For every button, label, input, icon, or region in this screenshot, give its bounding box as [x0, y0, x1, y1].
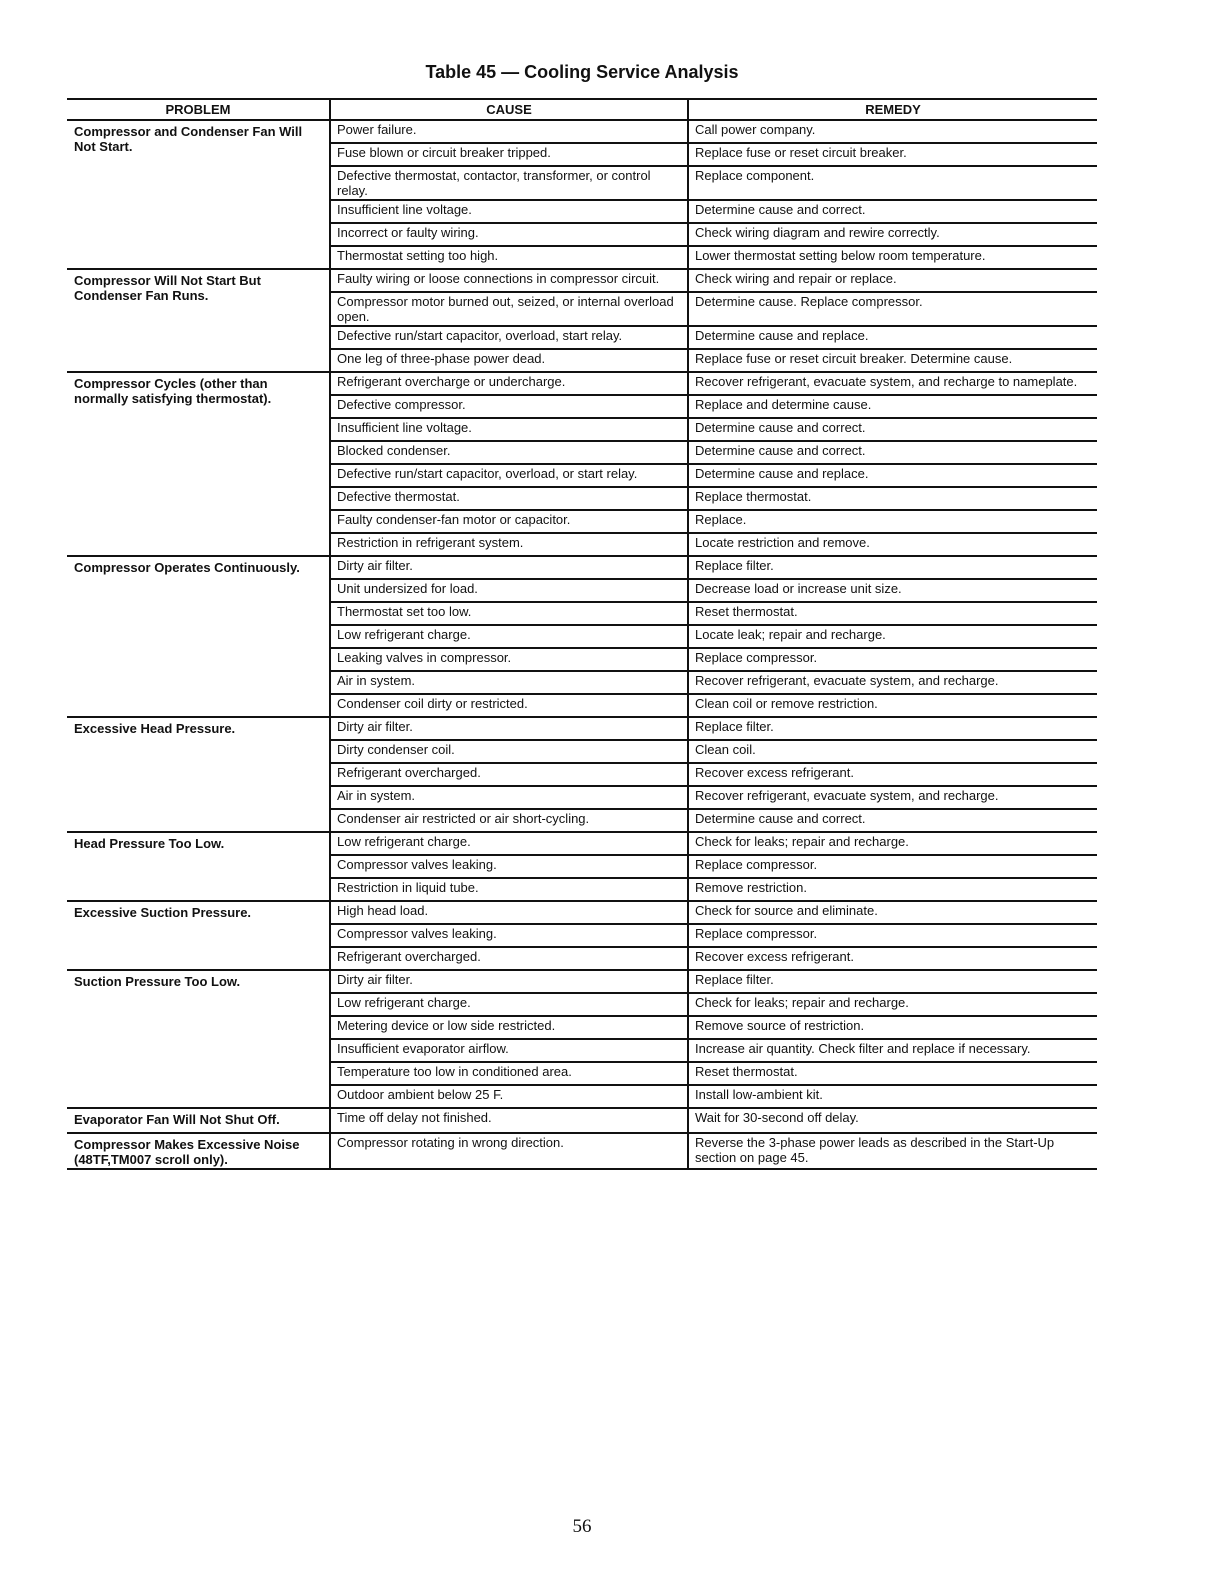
table-row: [67, 372, 1097, 395]
cause-cell: Thermostat set too low.: [330, 602, 688, 625]
cause-cell: Refrigerant overcharge or undercharge.: [330, 372, 688, 395]
table-title: Table 45 — Cooling Service Analysis: [425, 62, 739, 82]
table-row: [67, 970, 1097, 993]
cause-cell: Faulty condenser-fan motor or capacitor.: [330, 510, 688, 533]
remedy-cell: Reset thermostat.: [688, 1062, 1097, 1085]
cause-cell: One leg of three-phase power dead.: [330, 349, 688, 372]
remedy-cell: Replace compressor.: [688, 855, 1097, 878]
cause-cell: Refrigerant overcharged.: [330, 763, 688, 786]
cause-cell: Faulty wiring or loose connections in compressor circuit.: [330, 269, 688, 292]
remedy-cell: Clean coil.: [688, 740, 1097, 763]
cause-cell: Blocked condenser.: [330, 441, 688, 464]
remedy-cell: Call power company.: [688, 120, 1097, 143]
cause-cell: Restriction in liquid tube.: [330, 878, 688, 901]
table-row: [67, 717, 1097, 740]
cause-cell: Leaking valves in compressor.: [330, 648, 688, 671]
remedy-cell: Check for source and eliminate.: [688, 901, 1097, 924]
remedy-cell: Determine cause and correct.: [688, 809, 1097, 832]
remedy-cell: Locate leak; repair and recharge.: [688, 625, 1097, 648]
remedy-cell: Replace filter.: [688, 970, 1097, 993]
remedy-cell: Decrease load or increase unit size.: [688, 579, 1097, 602]
remedy-cell: Replace fuse or reset circuit breaker.: [688, 143, 1097, 166]
remedy-cell: Determine cause and replace.: [688, 464, 1097, 487]
cause-cell: Air in system.: [330, 786, 688, 809]
cause-cell: Condenser air restricted or air short-cycling.: [330, 809, 688, 832]
problem-cell: Head Pressure Too Low.: [67, 832, 330, 901]
remedy-cell: Remove restriction.: [688, 878, 1097, 901]
remedy-cell: Replace fuse or reset circuit breaker. Determine cause.: [688, 349, 1097, 372]
cause-cell: Defective compressor.: [330, 395, 688, 418]
cause-cell: Defective thermostat.: [330, 487, 688, 510]
remedy-cell: Recover excess refrigerant.: [688, 763, 1097, 786]
cause-cell: Temperature too low in conditioned area.: [330, 1062, 688, 1085]
remedy-cell: Check for leaks; repair and recharge.: [688, 832, 1097, 855]
cause-cell: Metering device or low side restricted.: [330, 1016, 688, 1039]
header-row: [67, 99, 1097, 120]
problem-cell: Compressor Cycles (other than normally satisfying thermostat).: [67, 372, 330, 556]
remedy-cell: Determine cause and replace.: [688, 326, 1097, 349]
remedy-cell: Reverse the 3-phase power leads as described in the Start-Up section on page 45.: [688, 1133, 1097, 1169]
header-problem: PROBLEM: [67, 99, 330, 120]
table-body: [67, 120, 1097, 1169]
cause-cell: Insufficient line voltage.: [330, 418, 688, 441]
cause-cell: Dirty condenser coil.: [330, 740, 688, 763]
remedy-cell: Increase air quantity. Check filter and replace if necessary.: [688, 1039, 1097, 1062]
cause-cell: Air in system.: [330, 671, 688, 694]
problem-cell: Compressor and Condenser Fan Will Not Start.: [67, 120, 330, 269]
remedy-cell: Lower thermostat setting below room temperature.: [688, 246, 1097, 269]
cause-cell: Low refrigerant charge.: [330, 993, 688, 1016]
remedy-cell: Clean coil or remove restriction.: [688, 694, 1097, 717]
cause-cell: Defective thermostat, contactor, transformer, or control relay.: [330, 166, 688, 200]
problem-cell: Compressor Will Not Start But Condenser Fan Runs.: [67, 269, 330, 372]
cooling-service-analysis-table: [67, 98, 1097, 1170]
remedy-cell: Recover excess refrigerant.: [688, 947, 1097, 970]
remedy-cell: Install low-ambient kit.: [688, 1085, 1097, 1108]
cause-cell: Insufficient evaporator airflow.: [330, 1039, 688, 1062]
table-row: [67, 1108, 1097, 1133]
cause-cell: Incorrect or faulty wiring.: [330, 223, 688, 246]
cause-cell: Restriction in refrigerant system.: [330, 533, 688, 556]
table-row: [67, 832, 1097, 855]
problem-cell: Compressor Makes Excessive Noise (48TF,TM007 scroll only).: [67, 1133, 330, 1169]
remedy-cell: Replace component.: [688, 166, 1097, 200]
problem-cell: Excessive Suction Pressure.: [67, 901, 330, 970]
cause-cell: Compressor rotating in wrong direction.: [330, 1133, 688, 1169]
header-remedy: REMEDY: [688, 99, 1097, 120]
remedy-cell: Replace filter.: [688, 717, 1097, 740]
remedy-cell: Check wiring diagram and rewire correctly.: [688, 223, 1097, 246]
cause-cell: Dirty air filter.: [330, 970, 688, 993]
remedy-cell: Reset thermostat.: [688, 602, 1097, 625]
cause-cell: High head load.: [330, 901, 688, 924]
cause-cell: Dirty air filter.: [330, 717, 688, 740]
remedy-cell: Recover refrigerant, evacuate system, and recharge to nameplate.: [688, 372, 1097, 395]
problem-cell: Excessive Head Pressure.: [67, 717, 330, 832]
remedy-cell: Replace filter.: [688, 556, 1097, 579]
remedy-cell: Check wiring and repair or replace.: [688, 269, 1097, 292]
remedy-cell: Determine cause and correct.: [688, 418, 1097, 441]
remedy-cell: Locate restriction and remove.: [688, 533, 1097, 556]
problem-cell: Suction Pressure Too Low.: [67, 970, 330, 1108]
remedy-cell: Replace compressor.: [688, 648, 1097, 671]
remedy-cell: Recover refrigerant, evacuate system, and recharge.: [688, 786, 1097, 809]
remedy-cell: Replace compressor.: [688, 924, 1097, 947]
cause-cell: Fuse blown or circuit breaker tripped.: [330, 143, 688, 166]
table-row: [67, 269, 1097, 292]
cause-cell: Compressor valves leaking.: [330, 924, 688, 947]
cause-cell: Thermostat setting too high.: [330, 246, 688, 269]
problem-cell: Compressor Operates Continuously.: [67, 556, 330, 717]
remedy-cell: Check for leaks; repair and recharge.: [688, 993, 1097, 1016]
remedy-cell: Recover refrigerant, evacuate system, and recharge.: [688, 671, 1097, 694]
table-row: [67, 556, 1097, 579]
table-row: [67, 1133, 1097, 1169]
cause-cell: Time off delay not finished.: [330, 1108, 688, 1133]
header-cause: CAUSE: [330, 99, 688, 120]
cause-cell: Unit undersized for load.: [330, 579, 688, 602]
table-row: [67, 120, 1097, 143]
cause-cell: Compressor valves leaking.: [330, 855, 688, 878]
cause-cell: Outdoor ambient below 25 F.: [330, 1085, 688, 1108]
remedy-cell: Determine cause. Replace compressor.: [688, 292, 1097, 326]
page-number: 56: [572, 1516, 592, 1537]
cause-cell: Power failure.: [330, 120, 688, 143]
cause-cell: Defective run/start capacitor, overload, start relay.: [330, 326, 688, 349]
cause-cell: Refrigerant overcharged.: [330, 947, 688, 970]
remedy-cell: Replace and determine cause.: [688, 395, 1097, 418]
remedy-cell: Determine cause and correct.: [688, 441, 1097, 464]
cause-cell: Defective run/start capacitor, overload, or start relay.: [330, 464, 688, 487]
problem-cell: Evaporator Fan Will Not Shut Off.: [67, 1108, 330, 1133]
remedy-cell: Wait for 30-second off delay.: [688, 1108, 1097, 1133]
cause-cell: Condenser coil dirty or restricted.: [330, 694, 688, 717]
cause-cell: Low refrigerant charge.: [330, 832, 688, 855]
cause-cell: Insufficient line voltage.: [330, 200, 688, 223]
cause-cell: Low refrigerant charge.: [330, 625, 688, 648]
cause-cell: Dirty air filter.: [330, 556, 688, 579]
cause-cell: Compressor motor burned out, seized, or internal overload open.: [330, 292, 688, 326]
remedy-cell: Remove source of restriction.: [688, 1016, 1097, 1039]
remedy-cell: Determine cause and correct.: [688, 200, 1097, 223]
remedy-cell: Replace thermostat.: [688, 487, 1097, 510]
remedy-cell: Replace.: [688, 510, 1097, 533]
table-row: [67, 901, 1097, 924]
